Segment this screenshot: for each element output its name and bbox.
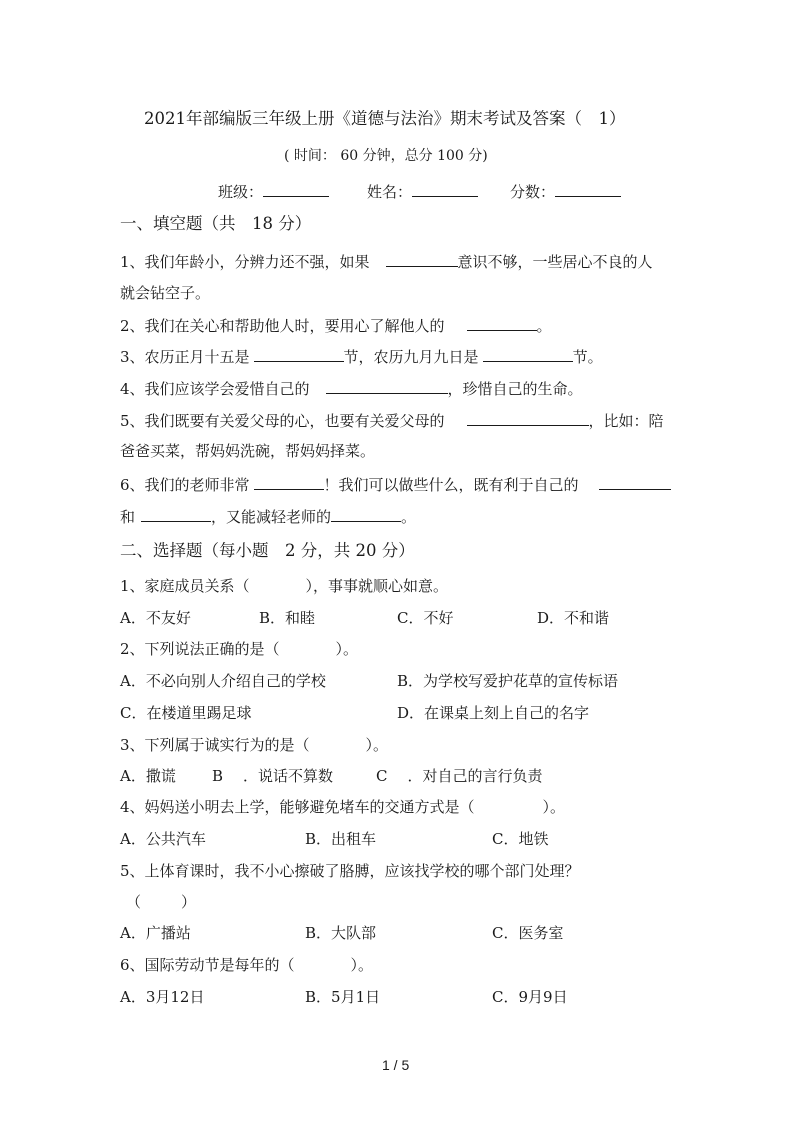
score-field — [510, 181, 621, 201]
answer-blank[interactable] — [467, 410, 589, 426]
question-1-6-cont — [120, 506, 416, 526]
option-b[interactable]: B．出租车 — [305, 830, 377, 848]
question-text: 2、我们在关心和帮助他人时，要用心了解他人的 — [120, 317, 445, 335]
question-1-1 — [120, 251, 653, 271]
page-title: 2021年部编版三年级上册《道德与法治》期末考试及答案（ 1） — [144, 109, 626, 128]
question-text: 1、我们年龄小，分辨力还不强，如果 — [120, 253, 370, 271]
option-b[interactable]: B．大队部 — [305, 924, 377, 942]
question-text: 。 — [401, 508, 417, 526]
section-heading-fill-blank: 一、填空题（共 18 分） — [120, 214, 312, 233]
option-a[interactable]: A．公共汽车 — [120, 830, 206, 848]
name-field — [367, 181, 478, 201]
question-text: 爸爸买菜，帮妈妈洗碗，帮妈妈择菜。 — [120, 442, 376, 460]
option-a[interactable]: A．撒谎 — [120, 767, 176, 785]
question-text: ，又能减轻老师的 — [211, 508, 332, 526]
answer-blank[interactable] — [467, 315, 537, 331]
answer-blank[interactable] — [483, 346, 573, 362]
question-text: 6、国际劳动节是每年的（ — [120, 956, 295, 974]
answer-blank[interactable] — [254, 474, 324, 490]
question-text: ）。 — [335, 640, 359, 658]
question-1-2 — [120, 315, 552, 335]
question-text: 5、上体育课时，我不小心擦破了胳膊，应该找学校的哪个部门处理？ — [120, 862, 580, 880]
question-text: 意识不够，一些居心不良的人 — [457, 253, 653, 271]
option-b[interactable]: B．5月1日 — [305, 988, 381, 1006]
score-blank[interactable] — [555, 181, 621, 197]
option-d[interactable]: D．在课桌上刻上自己的名字 — [397, 704, 590, 722]
page-number: 1 / 5 — [382, 1057, 410, 1073]
option-letter: B — [212, 767, 224, 785]
option-d[interactable]: D．不和谐 — [537, 609, 610, 627]
answer-blank[interactable] — [254, 346, 344, 362]
question-1-3 — [120, 346, 603, 366]
question-text: ，比如：陪 — [588, 412, 664, 430]
option-c[interactable] — [376, 767, 543, 785]
option-c[interactable]: C．9月9日 — [492, 988, 568, 1006]
answer-paren-line[interactable] — [126, 893, 196, 911]
option-a[interactable]: A．不必向别人介绍自己的学校 — [120, 672, 326, 690]
option-a[interactable]: A．广播站 — [120, 924, 191, 942]
question-text: ，珍惜自己的生命。 — [447, 380, 583, 398]
class-blank[interactable] — [263, 181, 329, 197]
score-label: 分数： — [510, 183, 556, 201]
question-text: ）。 — [365, 736, 389, 754]
option-c[interactable]: C．地铁 — [492, 830, 549, 848]
question-2-3 — [120, 736, 388, 754]
question-text: 2、下列说法正确的是（ — [120, 640, 280, 658]
option-b[interactable]: B．和睦 — [259, 609, 316, 627]
option-a[interactable]: A．不友好 — [120, 609, 191, 627]
question-1-6 — [120, 474, 671, 494]
exam-info: ( 时间： 60 分钟，总分 100 分) — [284, 148, 488, 164]
question-text: 6、我们的老师非常 — [120, 476, 250, 494]
question-text: ），事事就顺心如意。 — [305, 577, 449, 595]
question-text: ）。 — [542, 798, 566, 816]
question-2-4 — [120, 798, 565, 816]
option-b[interactable]: B．为学校写爱护花草的宣传标语 — [397, 672, 619, 690]
option-letter: C — [376, 767, 388, 785]
answer-blank[interactable] — [386, 251, 458, 267]
question-1-4 — [120, 378, 583, 398]
option-b[interactable] — [212, 767, 333, 785]
question-text: 和 — [120, 508, 136, 526]
question-text: 5、我们既要有关爱父母的心，也要有关爱父母的 — [120, 412, 445, 430]
question-text: 3、下列属于诚实行为的是（ — [120, 736, 310, 754]
option-c[interactable]: C．在楼道里踢足球 — [120, 704, 252, 722]
question-2-1 — [120, 577, 448, 595]
question-text: 4、妈妈送小明去上学，能够避免堵车的交通方式是（ — [120, 798, 475, 816]
option-c[interactable]: C．不好 — [397, 609, 454, 627]
question-2-6 — [120, 956, 373, 974]
paren-open: （ — [126, 893, 142, 911]
name-blank[interactable] — [412, 181, 478, 197]
question-text: ！我们可以做些什么，既有利于自己的 — [323, 476, 579, 494]
question-text: 节，农历九月九日是 — [343, 348, 479, 366]
answer-blank[interactable] — [141, 506, 211, 522]
answer-blank[interactable] — [599, 474, 671, 490]
question-text: 节。 — [572, 348, 603, 366]
answer-blank[interactable] — [331, 506, 401, 522]
class-label: 班级： — [218, 183, 264, 201]
question-text: 。 — [536, 317, 552, 335]
paren-close: ） — [181, 893, 197, 911]
question-text: 3、农历正月十五是 — [120, 348, 250, 366]
name-label: 姓名： — [367, 183, 413, 201]
question-text: 4、我们应该学会爱惜自己的 — [120, 380, 310, 398]
section-heading-choice: 二、选择题（每小题 2 分，共 20 分） — [120, 541, 415, 560]
option-a[interactable]: A．3月12日 — [120, 988, 205, 1006]
question-text: 1、家庭成员关系（ — [120, 577, 250, 595]
question-2-2 — [120, 640, 358, 658]
answer-blank[interactable] — [326, 378, 448, 394]
option-text: ．说话不算数 — [243, 767, 334, 785]
option-c[interactable]: C．医务室 — [492, 924, 564, 942]
question-1-5 — [120, 410, 664, 430]
class-field — [218, 181, 329, 201]
question-text: 就会钻空子。 — [120, 284, 211, 302]
option-text: ．对自己的言行负责 — [407, 767, 543, 785]
question-text: ）。 — [350, 956, 374, 974]
